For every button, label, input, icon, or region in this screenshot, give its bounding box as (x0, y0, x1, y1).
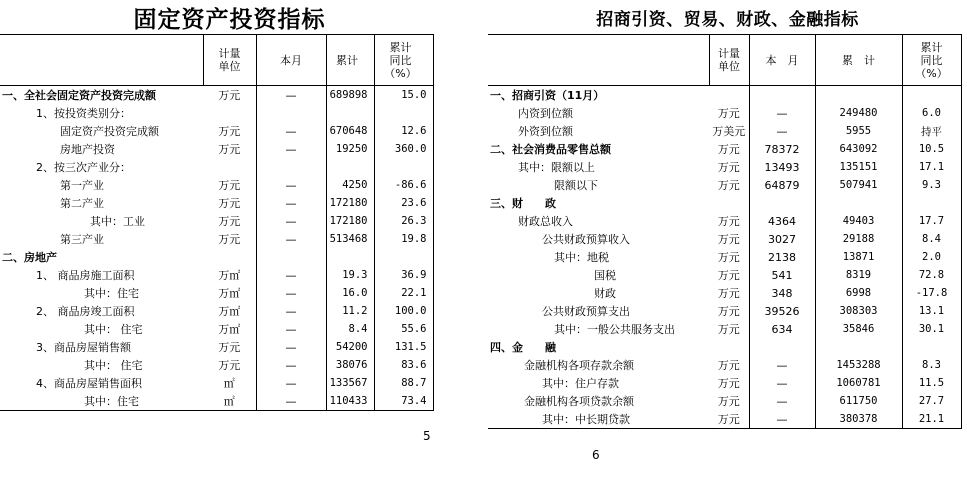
row-label: 2、 商品房竣工面积 (36, 305, 135, 318)
yoy-value: 72.8 (902, 266, 961, 284)
fixed-asset-investment-panel (0, 0, 459, 481)
unit-cell: 万元 (709, 176, 749, 194)
table-row (488, 122, 961, 140)
table-row (488, 266, 961, 284)
panel-title: 招商引资、贸易、财政、金融指标 (596, 9, 859, 30)
yoy-value: 30.1 (902, 320, 961, 338)
month-value: — (749, 356, 815, 374)
yoy-value: 13.1 (902, 302, 961, 320)
table-row (0, 248, 433, 266)
unit-cell: 万元 (203, 338, 256, 356)
table-row (488, 284, 961, 302)
cumulative-value (815, 86, 902, 105)
row-label: 三、财 政 (490, 197, 556, 210)
yoy-value: 9.3 (902, 176, 961, 194)
unit-cell: 万元 (709, 392, 749, 410)
month-value: — (256, 266, 326, 284)
table-row (488, 356, 961, 374)
yoy-value (374, 104, 433, 122)
table-row (488, 176, 961, 194)
month-value: — (256, 176, 326, 194)
yoy-value: 26.3 (374, 212, 433, 230)
unit-cell: ㎡ (203, 392, 256, 411)
unit-cell: 万元 (709, 410, 749, 429)
cumulative-value (326, 104, 374, 122)
row-label: 限额以下 (554, 179, 598, 192)
cumulative-value: 19250 (326, 140, 374, 158)
cumulative-value: 670648 (326, 122, 374, 140)
row-label: 外资到位额 (518, 125, 573, 138)
yoy-value: 88.7 (374, 374, 433, 392)
table-row (0, 104, 433, 122)
cumulative-value: 49403 (815, 212, 902, 230)
row-label: 其中：中长期贷款 (488, 410, 709, 429)
month-value: — (256, 302, 326, 320)
month-value: 64879 (749, 176, 815, 194)
header-name (488, 35, 709, 86)
row-label: 房地产投资 (60, 143, 115, 156)
yoy-value: 83.6 (374, 356, 433, 374)
unit-cell: 万元 (709, 140, 749, 158)
row-label: 金融机构各项存款余额 (524, 359, 634, 372)
month-value: 2138 (749, 248, 815, 266)
unit-cell (203, 158, 256, 176)
cumulative-value: 133567 (326, 374, 374, 392)
row-label: 3、商品房屋销售额 (36, 341, 131, 354)
month-value: — (256, 122, 326, 140)
month-value: — (256, 392, 326, 411)
yoy-value: 持平 (902, 122, 961, 140)
yoy-value: 10.5 (902, 140, 961, 158)
unit-cell (709, 338, 749, 356)
investment-trade-finance-table (488, 34, 962, 429)
table-row (0, 158, 433, 176)
month-value: — (749, 410, 815, 429)
table-row (0, 194, 433, 212)
table-row (0, 356, 433, 374)
table-row (0, 302, 433, 320)
cumulative-value: 11.2 (326, 302, 374, 320)
row-label: 一、招商引资（11月） (490, 89, 605, 102)
yoy-value: 8.4 (902, 230, 961, 248)
month-value: — (749, 104, 815, 122)
yoy-value: 15.0 (374, 86, 433, 105)
unit-cell: 万元 (203, 194, 256, 212)
row-label: 其中：住宅 (0, 392, 203, 411)
table-row (488, 86, 961, 105)
row-label: 金融机构各项贷款余额 (524, 395, 634, 408)
yoy-value (374, 248, 433, 266)
yoy-value: -86.6 (374, 176, 433, 194)
yoy-value (374, 158, 433, 176)
cumulative-value: 1453288 (815, 356, 902, 374)
unit-cell: 万元 (709, 284, 749, 302)
month-value: 4364 (749, 212, 815, 230)
month-value: 541 (749, 266, 815, 284)
cumulative-value (815, 194, 902, 212)
cumulative-value: 507941 (815, 176, 902, 194)
yoy-value: 6.0 (902, 104, 961, 122)
table-row (0, 320, 433, 338)
table-row (488, 410, 961, 429)
table-row (0, 338, 433, 356)
cumulative-value: 308303 (815, 302, 902, 320)
month-value: — (256, 374, 326, 392)
table-row (0, 266, 433, 284)
header-cumulative: 累计 (326, 35, 374, 86)
cumulative-value: 643092 (815, 140, 902, 158)
month-value: — (256, 212, 326, 230)
unit-cell (203, 104, 256, 122)
row-label: 1、按投资类别分： (36, 107, 131, 120)
row-label: 其中：一般公共服务支出 (554, 323, 675, 336)
header-unit: 计量 单位 (203, 35, 256, 86)
unit-cell: ㎡ (203, 374, 256, 392)
table-row (0, 176, 433, 194)
table-row (0, 374, 433, 392)
table-row (0, 230, 433, 248)
row-label: 4、商品房屋销售面积 (36, 377, 142, 390)
row-label: 固定资产投资完成额 (60, 125, 159, 138)
table-row (488, 374, 961, 392)
cumulative-value: 1060781 (815, 374, 902, 392)
row-label: 财政 (594, 287, 616, 300)
month-value: — (256, 338, 326, 356)
yoy-value: 17.1 (902, 158, 961, 176)
cumulative-value: 172180 (326, 212, 374, 230)
yoy-value: 21.1 (902, 410, 961, 429)
header-month: 本 月 (749, 35, 815, 86)
cumulative-value: 38076 (326, 356, 374, 374)
unit-cell: 万元 (203, 86, 256, 105)
cumulative-value (815, 338, 902, 356)
header-unit: 计量 单位 (709, 35, 749, 86)
cumulative-value: 13871 (815, 248, 902, 266)
row-label: 内资到位额 (518, 107, 573, 120)
month-value: 634 (749, 320, 815, 338)
table-row (0, 122, 433, 140)
header-row (488, 35, 961, 86)
yoy-value (902, 194, 961, 212)
cumulative-value: 249480 (815, 104, 902, 122)
yoy-value: 36.9 (374, 266, 433, 284)
unit-cell: 万㎡ (203, 320, 256, 338)
cumulative-value (326, 158, 374, 176)
unit-cell (709, 194, 749, 212)
cumulative-value: 513468 (326, 230, 374, 248)
month-value: — (256, 194, 326, 212)
yoy-value: 360.0 (374, 140, 433, 158)
yoy-value: 17.7 (902, 212, 961, 230)
unit-cell: 万㎡ (203, 284, 256, 302)
row-label: 其中：住宅 (84, 287, 139, 300)
cumulative-value: 8.4 (326, 320, 374, 338)
month-value: — (256, 140, 326, 158)
month-value (749, 338, 815, 356)
unit-cell: 万元 (709, 230, 749, 248)
month-value: — (749, 374, 815, 392)
cumulative-value: 6998 (815, 284, 902, 302)
unit-cell: 万元 (709, 302, 749, 320)
row-label: 二、房地产 (2, 251, 57, 264)
yoy-value: 19.8 (374, 230, 433, 248)
month-value: — (256, 284, 326, 302)
header-yoy: 累计 同比 （%） (902, 35, 961, 86)
unit-cell: 万元 (709, 212, 749, 230)
table-row (488, 104, 961, 122)
row-label: 其中：工业 (90, 215, 145, 228)
unit-cell: 万美元 (709, 122, 749, 140)
yoy-value: 23.6 (374, 194, 433, 212)
yoy-value (902, 86, 961, 105)
table-row (488, 230, 961, 248)
table-row (488, 140, 961, 158)
fixed-asset-investment-table (0, 34, 434, 411)
table-row (488, 158, 961, 176)
cumulative-value: 380378 (815, 410, 902, 429)
yoy-value: 8.3 (902, 356, 961, 374)
unit-cell: 万元 (709, 104, 749, 122)
cumulative-value: 172180 (326, 194, 374, 212)
yoy-value: 11.5 (902, 374, 961, 392)
row-label: 第一产业 (60, 179, 104, 192)
row-label: 二、社会消费品零售总额 (490, 143, 611, 156)
month-value: — (256, 86, 326, 105)
header-cumulative: 累 计 (815, 35, 902, 86)
header-yoy: 累计 同比 （%） (374, 35, 433, 86)
cumulative-value: 611750 (815, 392, 902, 410)
month-value: 39526 (749, 302, 815, 320)
month-value (749, 194, 815, 212)
cumulative-value: 35846 (815, 320, 902, 338)
month-value (749, 86, 815, 105)
yoy-value: 131.5 (374, 338, 433, 356)
table-row (488, 248, 961, 266)
cumulative-value: 5955 (815, 122, 902, 140)
unit-cell: 万元 (203, 140, 256, 158)
row-label: 财政总收入 (518, 215, 573, 228)
row-label: 四、金 融 (490, 341, 556, 354)
month-value (256, 248, 326, 266)
month-value: 348 (749, 284, 815, 302)
month-value: 3027 (749, 230, 815, 248)
table-row (0, 392, 433, 411)
row-label: 国税 (594, 269, 616, 282)
cumulative-value: 689898 (326, 86, 374, 105)
month-value: — (256, 356, 326, 374)
row-label: 公共财政预算收入 (542, 233, 630, 246)
month-value (256, 158, 326, 176)
cumulative-value: 8319 (815, 266, 902, 284)
month-value: — (256, 230, 326, 248)
row-label: 一、全社会固定资产投资完成额 (2, 89, 156, 102)
month-value (256, 104, 326, 122)
table-row (0, 212, 433, 230)
cumulative-value: 54200 (326, 338, 374, 356)
unit-cell (203, 248, 256, 266)
yoy-value: -17.8 (902, 284, 961, 302)
cumulative-value (326, 248, 374, 266)
cumulative-value: 16.0 (326, 284, 374, 302)
investment-trade-finance-panel (488, 0, 967, 481)
page-number: 6 (592, 448, 600, 462)
unit-cell: 万㎡ (203, 302, 256, 320)
unit-cell: 万元 (203, 230, 256, 248)
yoy-value: 22.1 (374, 284, 433, 302)
yoy-value: 55.6 (374, 320, 433, 338)
unit-cell: 万元 (203, 356, 256, 374)
panel-title: 固定资产投资指标 (133, 5, 326, 33)
month-value: — (749, 122, 815, 140)
unit-cell: 万元 (203, 212, 256, 230)
table-row (0, 140, 433, 158)
header-name (0, 35, 203, 86)
unit-cell: 万元 (709, 356, 749, 374)
row-label: 第二产业 (60, 197, 104, 210)
yoy-value: 2.0 (902, 248, 961, 266)
cumulative-value: 4250 (326, 176, 374, 194)
unit-cell: 万元 (709, 158, 749, 176)
row-label: 1、 商品房施工面积 (36, 269, 135, 282)
cumulative-value: 19.3 (326, 266, 374, 284)
yoy-value: 27.7 (902, 392, 961, 410)
unit-cell: 万元 (203, 176, 256, 194)
cumulative-value: 29188 (815, 230, 902, 248)
row-label: 第三产业 (60, 233, 104, 246)
header-month: 本月 (256, 35, 326, 86)
table-row (0, 284, 433, 302)
yoy-value: 12.6 (374, 122, 433, 140)
row-label: 2、按三次产业分： (36, 161, 131, 174)
cumulative-value: 110433 (326, 392, 374, 411)
row-label: 其中：地税 (554, 251, 609, 264)
table-row (488, 302, 961, 320)
row-label: 其中： 住宅 (84, 359, 143, 372)
month-value: 78372 (749, 140, 815, 158)
table-row (488, 212, 961, 230)
row-label: 其中：住户存款 (542, 377, 619, 390)
unit-cell: 万元 (709, 374, 749, 392)
row-label: 其中： 住宅 (84, 323, 143, 336)
yoy-value (902, 338, 961, 356)
row-label: 其中：限额以上 (518, 161, 595, 174)
unit-cell: 万元 (709, 320, 749, 338)
table-row (488, 338, 961, 356)
month-value: — (256, 320, 326, 338)
unit-cell (709, 86, 749, 105)
yoy-value: 73.4 (374, 392, 433, 411)
page-number: 5 (423, 429, 431, 443)
table-row (488, 392, 961, 410)
yoy-value: 100.0 (374, 302, 433, 320)
row-label: 公共财政预算支出 (542, 305, 630, 318)
unit-cell: 万元 (203, 122, 256, 140)
month-value: — (749, 392, 815, 410)
unit-cell: 万元 (709, 248, 749, 266)
unit-cell: 万㎡ (203, 266, 256, 284)
table-row (0, 86, 433, 105)
table-row (488, 194, 961, 212)
month-value: 13493 (749, 158, 815, 176)
unit-cell: 万元 (709, 266, 749, 284)
cumulative-value: 135151 (815, 158, 902, 176)
table-row (488, 320, 961, 338)
header-row (0, 35, 433, 86)
